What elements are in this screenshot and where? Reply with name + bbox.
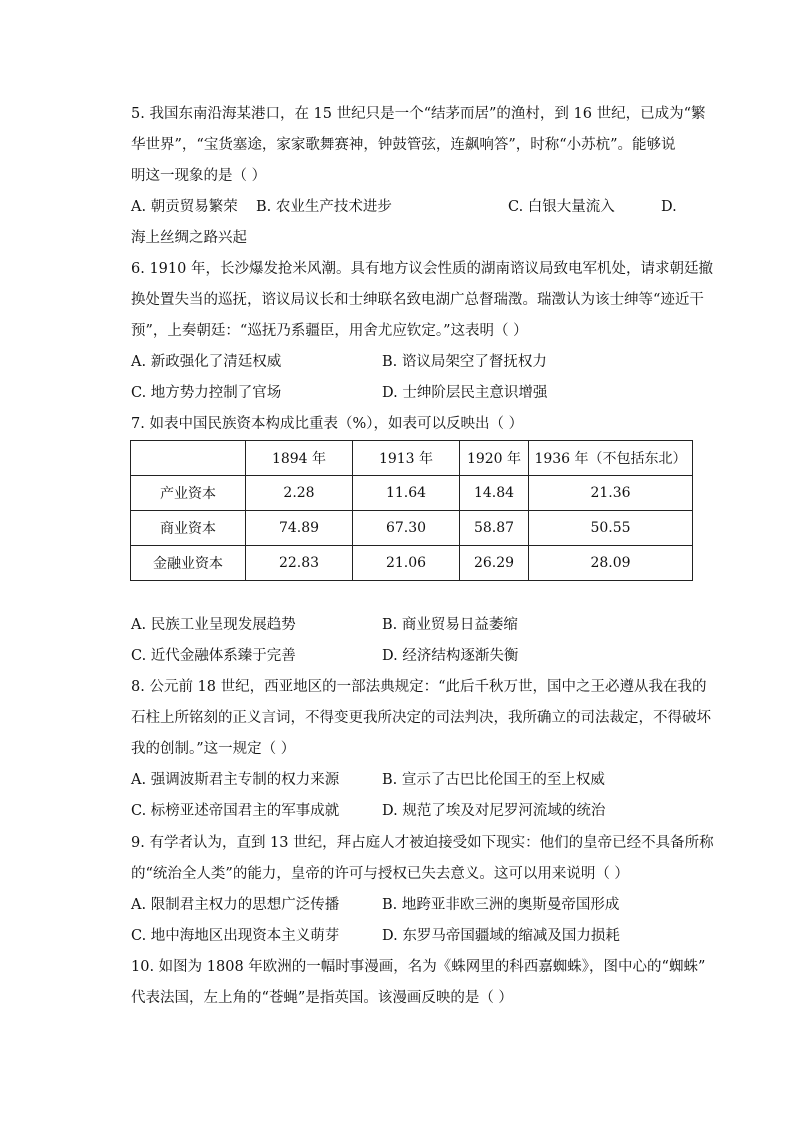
- table-header-row: [131, 441, 693, 476]
- table-header-cell: [131, 441, 246, 476]
- table-cell: 67.30: [353, 511, 460, 546]
- q8-option-b: B. 宣示了古巴比伦国王的至上权威: [382, 772, 605, 788]
- table-header-cell: 1894 年: [246, 441, 353, 476]
- q8-line-1: 8. 公元前 18 世纪，西亚地区的一部法典规定：“此后千秋万世，国中之王必遵从我在我的: [131, 679, 707, 695]
- table-row: [131, 476, 693, 511]
- table-cell: 22.83: [246, 546, 353, 581]
- q6-option-b: B. 谘议局架空了督抚权力: [382, 354, 547, 370]
- table-cell: 21.36: [529, 476, 693, 511]
- table-cell: 74.89: [246, 511, 353, 546]
- q9-option-c: C. 地中海地区出现资本主义萌芽: [131, 928, 340, 944]
- q8-line-2: 石柱上所铭刻的正义言词，不得变更我所决定的司法判决，我所确立的司法裁定，不得破坏: [131, 710, 711, 726]
- table-cell: 26.29: [460, 546, 529, 581]
- q8-line-3: 我的创制。”这一规定（ ）: [131, 741, 296, 757]
- q8-option-a: A. 强调波斯君主专制的权力来源: [131, 772, 340, 788]
- q5-option-d: D.: [661, 199, 677, 215]
- capital-composition-table: [130, 440, 693, 581]
- table-cell: 产业资本: [131, 476, 246, 511]
- q9-line-1: 9. 有学者认为，直到 13 世纪，拜占庭人才被迫接受如下现实：他们的皇帝已经不具备所称: [131, 835, 714, 851]
- q5-option-c: C. 白银大量流入: [508, 199, 615, 215]
- table-cell: 14.84: [460, 476, 529, 511]
- q5-line-3: 明这一现象的是（ ）: [131, 168, 267, 184]
- table-cell: 金融业资本: [131, 546, 246, 581]
- q7-option-a: A. 民族工业呈现发展趋势: [131, 617, 296, 633]
- table-cell: 50.55: [529, 511, 693, 546]
- table-row: [131, 511, 693, 546]
- q5-option-d-text: 海上丝绸之路兴起: [131, 230, 247, 246]
- table-header-cell: 1936 年（不包括东北）: [529, 441, 693, 476]
- table-cell: 2.28: [246, 476, 353, 511]
- q9-option-a: A. 限制君主权力的思想广泛传播: [131, 897, 340, 913]
- q7-line-1: 7. 如表中国民族资本构成比重表（%），如表可以反映出（ ）: [131, 416, 524, 432]
- q6-line-3: 预”，上奏朝廷：“巡抚乃系疆臣，用舍尤应钦定。”这表明（ ）: [131, 323, 528, 339]
- q6-line-2: 换处置失当的巡抚，谘议局议长和士绅联名致电湖广总督瑞澂。瑞澂认为该士绅等“迹近干: [131, 292, 704, 308]
- table-cell: 58.87: [460, 511, 529, 546]
- q10-line-1: 10. 如图为 1808 年欧洲的一幅时事漫画，名为《蛛网里的科西嘉蜘蛛》，图中心的“蜘蛛”: [131, 959, 706, 975]
- table-row: [131, 546, 693, 581]
- q5-line-2: 华世界”，“宝货塞途，家家歌舞赛神，钟鼓管弦，连飙响答”，时称“小苏杭”。能够说: [131, 137, 676, 153]
- q7-option-b: B. 商业贸易日益萎缩: [382, 617, 518, 633]
- table-header-cell: 1913 年: [353, 441, 460, 476]
- q6-option-a: A. 新政强化了清廷权威: [131, 354, 282, 370]
- q8-option-d: D. 规范了埃及对尼罗河流域的统治: [382, 803, 606, 819]
- table-cell: 商业资本: [131, 511, 246, 546]
- q9-option-b: B. 地跨亚非欧三洲的奥斯曼帝国形成: [382, 897, 620, 913]
- q10-line-2: 代表法国，左上角的“苍蝇”是指英国。该漫画反映的是（ ）: [131, 990, 513, 1006]
- q5-option-b: B. 农业生产技术进步: [256, 199, 392, 215]
- q6-line-1: 6. 1910 年，长沙爆发抢米风潮。具有地方议会性质的湖南谘议局致电军机处，请求朝廷撤: [131, 261, 713, 277]
- q7-option-d: D. 经济结构逐渐失衡: [382, 648, 519, 664]
- q5-line-1: 5. 我国东南沿海某港口，在 15 世纪只是一个“结茅而居”的渔村，到 16 世纪，已成为“繁: [131, 106, 706, 122]
- table-cell: 11.64: [353, 476, 460, 511]
- q8-option-c: C. 标榜亚述帝国君主的军事成就: [131, 803, 340, 819]
- q7-option-c: C. 近代金融体系臻于完善: [131, 648, 296, 664]
- table-cell: 28.09: [529, 546, 693, 581]
- table-header-cell: 1920 年: [460, 441, 529, 476]
- table-cell: 21.06: [353, 546, 460, 581]
- q9-line-2: 的“统治全人类”的能力，皇帝的许可与授权已失去意义。这可以用来说明（ ）: [131, 866, 629, 882]
- q5-option-a: A. 朝贡贸易繁荣: [131, 199, 238, 215]
- q6-option-c: C. 地方势力控制了官场: [131, 385, 282, 401]
- q9-option-d: D. 东罗马帝国疆域的缩减及国力损耗: [382, 928, 620, 944]
- q6-option-d: D. 士绅阶层民主意识增强: [382, 385, 548, 401]
